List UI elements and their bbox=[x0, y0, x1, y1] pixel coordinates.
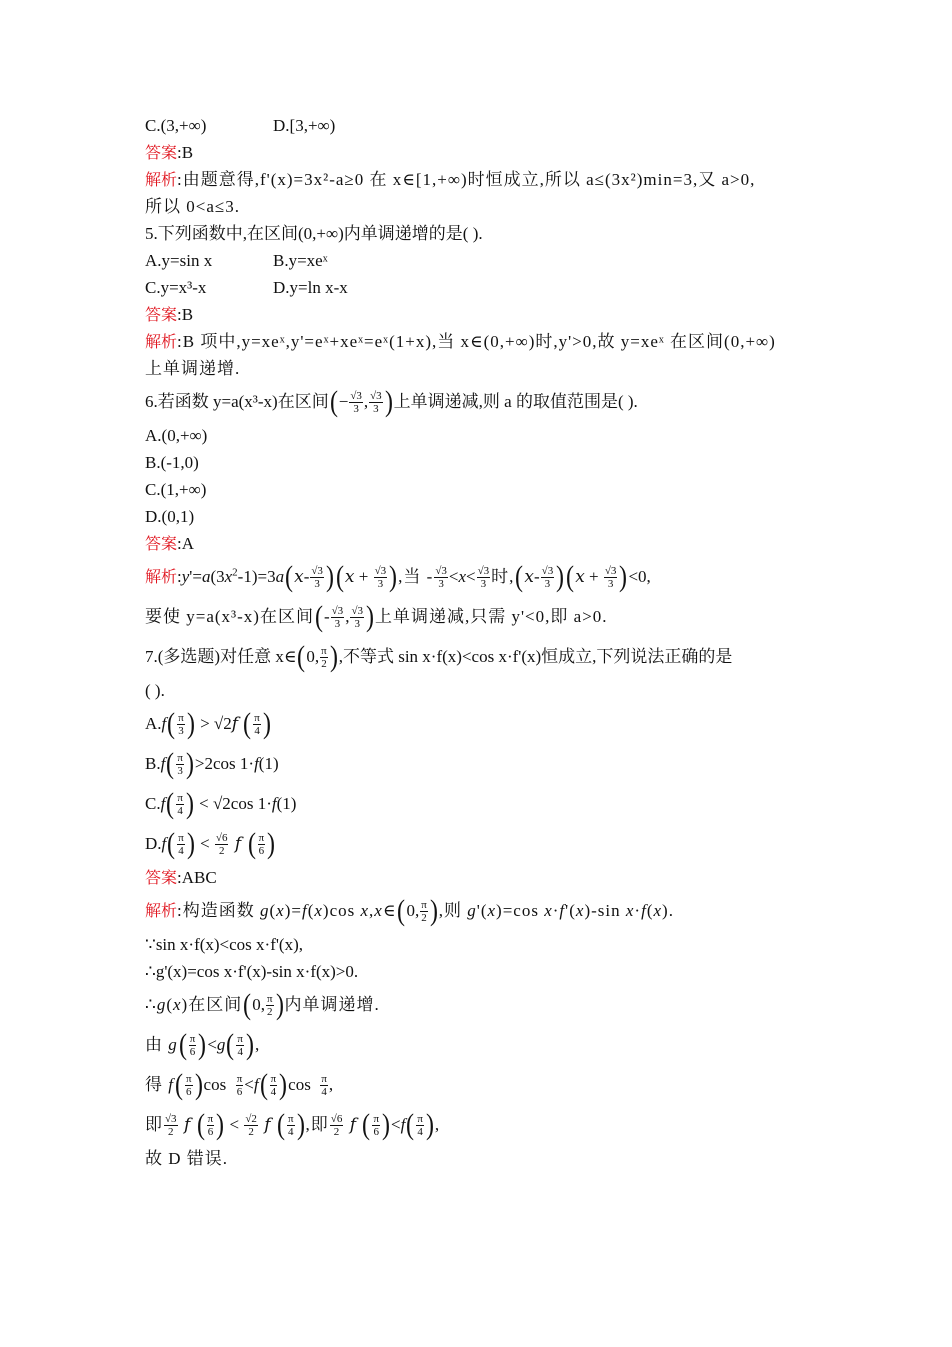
q5-options-cd bbox=[145, 274, 445, 301]
q4-analysis-text2: 所以 0<a≤3. bbox=[145, 197, 240, 216]
q7-therefore1-text: ∴g'(x)=cos x·f'(x)-sin x·f(x)>0. bbox=[145, 962, 359, 981]
q6-answer-value: :A bbox=[177, 534, 195, 553]
document-body bbox=[145, 112, 825, 1172]
q5-option-c: C.y=x³-x bbox=[145, 278, 207, 297]
q7-option-b: B.f ( $\frac{\pi}{3}$ ) >2cos 1·f(1) bbox=[145, 747, 279, 780]
q7-because bbox=[145, 931, 825, 958]
q6-analysis-line2: 要使 y=a(x³-x)在区间 ( - $\frac{√3}{3}$ , $\frac{√3}{3}$ ) 上单调递减,只需 y'<0,即 a>0. bbox=[145, 597, 825, 637]
answer-label: 答案 bbox=[145, 143, 178, 162]
q7-answer bbox=[145, 864, 825, 891]
q6-option-b: B.(-1,0) bbox=[145, 453, 199, 472]
q5-analysis-line2 bbox=[145, 355, 825, 382]
q5-option-d: D.y=ln x-x bbox=[273, 278, 348, 297]
q5-stem-text: 5.下列函数中,在区间(0,+∞)内单调递增的是( ). bbox=[145, 224, 483, 243]
q6-stem: 6.若函数 y=a(x³-x)在区间 ( − $\frac{√3}{3}$ , $\frac{√3}{3}$ ) 上单调递减,则 a 的取值范围是( ). bbox=[145, 382, 825, 422]
q6-answer bbox=[145, 530, 825, 557]
analysis-label: 解析 bbox=[145, 170, 178, 189]
q6-analysis-pre: 要使 y=a(x³-x)在区间 bbox=[145, 607, 314, 626]
q7-stem-blank: ( ). bbox=[145, 681, 165, 700]
q7-from: 由 g ( $\frac{\pi}{6}$ ) <g ( $\frac{\pi}{4}$ ) , bbox=[145, 1028, 260, 1061]
analysis-label: 解析 bbox=[145, 567, 178, 586]
q7-stem-post: ,不等式 sin x·f(x)<cos x·f'(x)恒成立,下列说法正确的是 bbox=[338, 647, 733, 666]
q7-therefore1 bbox=[145, 958, 825, 985]
q6-option-a: A.(0,+∞) bbox=[145, 426, 208, 445]
q7-conclusion bbox=[145, 1145, 825, 1172]
q4-options-cd bbox=[145, 112, 445, 139]
q7-answer-value: :ABC bbox=[177, 868, 217, 887]
q5-analysis-text: :B 项中,y=xeˣ,y'=eˣ+xeˣ=eˣ(1+x),当 x∈(0,+∞)时,y'>0,故 y=xeˣ 在区间(0,+∞) bbox=[177, 332, 776, 351]
q5-answer-value: :B bbox=[177, 305, 194, 324]
q7-get: 得 f ( $\frac{\pi}{6}$ ) cos $\frac{\pi}{6}$ <f ( $\frac{\pi}{4}$ ) cos $\frac{\pi}{4}$ , bbox=[145, 1068, 334, 1101]
q7-option-a: A.f ( $\frac{\pi}{3}$ ) > √2f ( $\frac{\pi}{4}$ ) bbox=[145, 707, 271, 740]
q5-option-a: A.y=sin x bbox=[145, 251, 213, 270]
q6-option-b-row bbox=[145, 449, 825, 476]
q6-analysis-post: 上单调递减,只需 y'<0,即 a>0. bbox=[374, 607, 608, 626]
q4-analysis-text: :由题意得,f'(x)=3x²-a≥0 在 x∈[1,+∞)时恒成立,所以 a≤(3x²)min=3,又 a>0, bbox=[177, 170, 756, 189]
q5-stem bbox=[145, 220, 825, 247]
q4-option-d: D.[3,+∞) bbox=[273, 116, 336, 135]
q6-option-a-row bbox=[145, 422, 825, 449]
q6-option-d-row bbox=[145, 503, 825, 530]
q5-analysis-line1 bbox=[145, 328, 825, 355]
q6-stem-pre: 6.若函数 y=a(x³-x)在区间 bbox=[145, 392, 329, 411]
analysis-label: 解析 bbox=[145, 332, 178, 351]
q7-stem-pre: 7.(多选题)对任意 x∈ bbox=[145, 647, 297, 666]
q4-analysis-line1 bbox=[145, 166, 825, 193]
q7-option-c: C.f ( $\frac{\pi}{4}$ ) < √2cos 1·f(1) bbox=[145, 787, 297, 820]
q7-analysis-line1: 解析 :构造函数 g(x)=f(x)cos x,x∈ ( 0, $\frac{\pi}{2}$ ) ,则 g'(x)=cos x·f'(x)-sin x·f(x). bbox=[145, 891, 825, 931]
q4-answer bbox=[145, 139, 825, 166]
q7-option-d: D.f ( $\frac{\pi}{4}$ ) < $\frac{√6}{2}$ f ( $\frac{\pi}{6}$ ) bbox=[145, 827, 276, 860]
answer-label: 答案 bbox=[145, 868, 178, 887]
q5-analysis-text2: 上单调递增. bbox=[145, 359, 241, 378]
q6-option-c: C.(1,+∞) bbox=[145, 480, 207, 499]
q7-because-text: ∵sin x·f(x)<cos x·f'(x), bbox=[145, 935, 304, 954]
q4-analysis-line2 bbox=[145, 193, 825, 220]
q5-options-ab bbox=[145, 247, 445, 274]
q5-option-b: B.y=xeˣ bbox=[273, 251, 328, 270]
q6-stem-post: 上单调递减,则 a 的取值范围是( ). bbox=[393, 392, 638, 411]
q7-therefore2: ∴g(x)在区间 ( 0, $\frac{\pi}{2}$ ) 内单调递增. bbox=[145, 988, 380, 1021]
q7-ie: 即 $\frac{√3}{2}$ f ( $\frac{\pi}{6}$ ) < $\frac{√2}{2}$ f ( $\frac{\pi}{4}$ ) ,即 $\frac{√6}{2}$ f ( $\frac{\pi}{6}$ ) <f ( $\frac{\pi}{4}$ ) , bbox=[145, 1108, 440, 1141]
q6-option-d: D.(0,1) bbox=[145, 507, 195, 526]
q4-option-c: C.(3,+∞) bbox=[145, 116, 207, 135]
q7-stem-line2 bbox=[145, 677, 825, 704]
q5-answer bbox=[145, 301, 825, 328]
analysis-label: 解析 bbox=[145, 901, 178, 920]
q7-stem: 7.(多选题)对任意 x∈ ( 0, $\frac{\pi}{2}$ ) ,不等式 sin x·f(x)<cos x·f'(x)恒成立,下列说法正确的是 bbox=[145, 637, 825, 677]
q4-answer-value: :B bbox=[177, 143, 194, 162]
q7-conclusion-text: 故 D 错误. bbox=[145, 1149, 229, 1168]
q6-analysis-line1: 解析 $:y'=a(3x^2-1)=3a$ ( x - $\frac{√3}{3}$ ) ( x + $\frac{√3}{3}$ ) ,当 - $\frac{√3}{3}$ <x< $\frac{√3}{3}$ 时, ( x - $\frac{√3}{3}$ ) ( x + $\frac{√3}{3}$ ) <0, bbox=[145, 557, 825, 597]
answer-label: 答案 bbox=[145, 534, 178, 553]
answer-label: 答案 bbox=[145, 305, 178, 324]
q6-option-c-row bbox=[145, 476, 825, 503]
